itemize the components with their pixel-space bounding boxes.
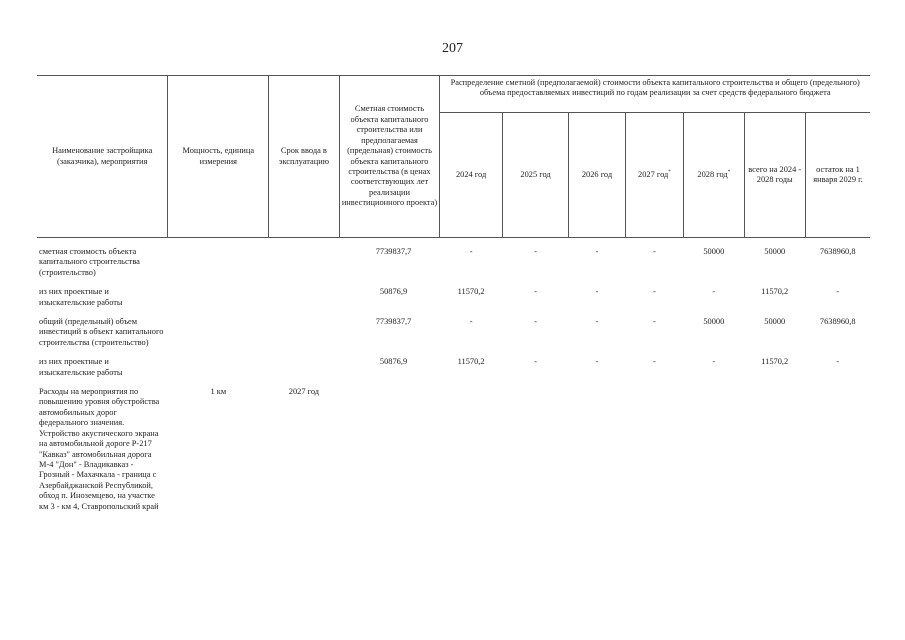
table-row [37, 287, 870, 308]
row-2028: 50000 [703, 247, 725, 256]
row-2025: - [534, 247, 537, 256]
row-2024: 11570,2 [457, 287, 485, 297]
row-2026: - [595, 317, 599, 327]
row-2024: 11570,2 [457, 357, 485, 367]
row-2025: - [534, 317, 537, 327]
row-total: 11570,2 [761, 287, 789, 297]
header-distribution: Распределение сметной (предполагаемой) стоимости объекта капитального строительства и общего (предельного) объема предоставляемых инвестиций по годам реализации за счет средств федерального бюджета [440, 76, 870, 113]
row-total: 50000 [764, 317, 786, 327]
row-total [744, 387, 805, 512]
row-estimate: 7739837,7 [375, 317, 412, 327]
row-2026: - [595, 287, 599, 297]
row-capacity [168, 247, 269, 278]
row-2027: - [652, 317, 656, 327]
row-2025: - [534, 287, 537, 297]
table-row [37, 247, 870, 278]
row-estimate: 7739837,7 [375, 247, 412, 256]
row-2028: - [712, 357, 716, 367]
header-capacity: Мощность, единица измерения [168, 76, 269, 238]
row-commission [269, 287, 340, 308]
row-2027: - [652, 287, 656, 297]
row-2026 [569, 387, 625, 512]
row-capacity [168, 287, 269, 308]
row-2024: - [469, 317, 473, 327]
row-capacity [168, 317, 269, 348]
footnote-mark: * [668, 170, 671, 175]
row-name: из них проектные и изыскательские работы [39, 357, 123, 377]
row-2028: 50000 [703, 317, 725, 327]
footnote-mark: * [727, 170, 731, 175]
row-2027 [625, 387, 683, 512]
row-2027: - [652, 247, 656, 256]
row-2025: - [534, 357, 537, 367]
header-name: Наименование застройщика (заказчика), мероприятия [37, 76, 168, 238]
row-remainder: 7638960,8 [819, 247, 856, 256]
header-total: всего на 2024 - 2028 годы [744, 113, 805, 238]
row-2027: - [652, 357, 656, 367]
row-remainder: - [836, 287, 840, 297]
header-year-2026: 2026 год [569, 113, 625, 238]
row-2028: - [712, 287, 716, 297]
header-year-2024: 2024 год [440, 113, 502, 238]
table-row [37, 357, 870, 378]
row-2024 [440, 387, 502, 512]
header-year-2025: 2025 год [502, 113, 568, 238]
budget-table [37, 75, 870, 512]
header-year-2027: 2027 год* [625, 113, 683, 238]
row-capacity [168, 357, 269, 378]
row-remainder: 7638960,8 [819, 317, 856, 327]
row-capacity: 1 км [210, 387, 227, 397]
row-2025 [502, 387, 568, 512]
row-total: 50000 [764, 247, 786, 256]
row-estimate [339, 387, 440, 512]
row-estimate: 50876,9 [379, 287, 408, 297]
row-remainder [805, 387, 870, 512]
row-2028 [684, 387, 744, 512]
row-commission: 2027 год [288, 387, 320, 397]
table-row [37, 317, 870, 348]
row-commission [269, 317, 340, 348]
row-total: 11570,2 [761, 357, 789, 367]
header-estimate: Сметная стоимость объекта капитального строительства или предполагаемая (предельная) стоимость объекта капитального строительства (в ценах соответствующих лет реализации инвестиционного проекта) [339, 76, 440, 238]
row-commission [269, 247, 340, 278]
page-number: 207 [442, 41, 463, 56]
row-estimate: 50876,9 [379, 357, 408, 367]
row-name: Расходы на мероприятия по повышению уровня обустройства автомобильных дорог федерального значения. Устройство акустического экрана на автомобильной дороге Р-217 "Кавказ" автомобильная дорога М-4 "Дон" - Владикавказ - Грозный - Махачкала - граница с Азербайджанской Республикой, обход п. Иноземцево, на участке км 3 - км 4, Ставропольский край [39, 387, 160, 511]
table-row [37, 387, 870, 512]
row-name: сметная стоимость объекта капитального строительства (строительство) [39, 247, 140, 277]
row-commission [269, 357, 340, 378]
header-remainder: остаток на 1 января 2029 г. [805, 113, 870, 238]
header-commission: Срок ввода в эксплуатацию [269, 76, 340, 238]
row-2024: - [469, 247, 473, 256]
row-name: общий (предельный) объем инвестиций в объект капитального строительства (строительство) [39, 317, 164, 347]
row-2026: - [595, 357, 599, 367]
row-name: из них проектные и изыскательские работы [39, 287, 123, 307]
row-2026: - [595, 247, 599, 256]
row-remainder: - [836, 357, 840, 367]
header-year-2028: 2028 год* [684, 113, 744, 238]
